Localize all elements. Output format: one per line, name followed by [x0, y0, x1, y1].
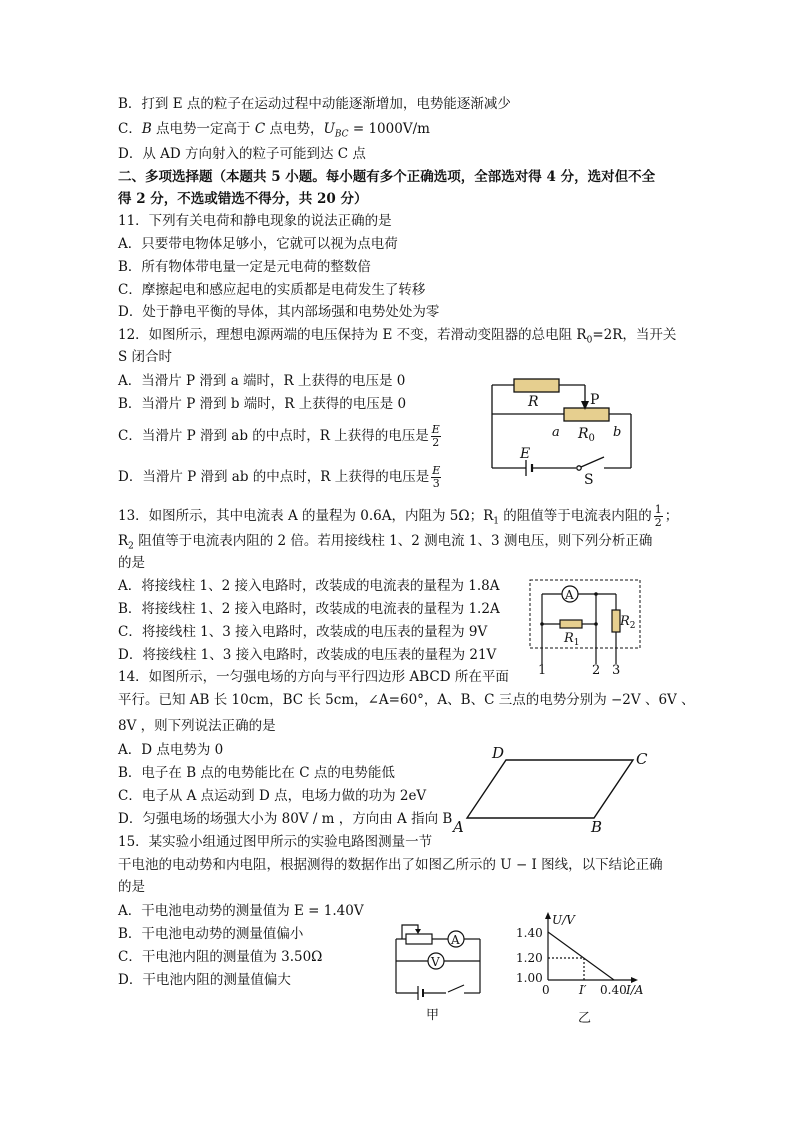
tick-1-20: 1.20: [516, 951, 543, 965]
q13-option-a: A．将接线柱 1、2 接入电路时，改装成的电流表的量程为 1.8A: [118, 578, 500, 594]
q14-stem: 14．如图所示，一匀强电场的方向与平行四边形 ABCD 所在平面: [118, 669, 509, 685]
caption-yi: 乙: [578, 1011, 592, 1026]
q14-option-d: D．匀强电场的场强大小为 80V / m ，方向由 A 指向 B: [118, 811, 453, 827]
y-axis-label: U/V: [552, 913, 575, 927]
text: 2: [128, 541, 134, 552]
text: 阻值等于电流表内阻的 2 倍。若用接线柱 1、2 测电流 1、3 测电压，则下列分析正确: [133, 533, 653, 549]
label-p: P: [590, 392, 600, 408]
terminal-2: 2: [592, 663, 601, 676]
q11-stem: 11．下列有关电荷和静电现象的说法正确的是: [118, 213, 392, 229]
label-r2: [619, 614, 636, 631]
text: R: [620, 614, 630, 629]
q14-stem-cont2: 8V ，则下列说法正确的是: [118, 718, 276, 734]
q13-option-c: C．将接线柱 1、3 接入电路时，改装成的电压表的量程为 9V: [118, 624, 488, 640]
text: V/m: [402, 121, 430, 137]
q13-circuit-figure: [528, 578, 646, 676]
tick-0: 0: [542, 983, 550, 997]
terminal-1: 1: [538, 663, 547, 676]
q15-stem-cont2: 的是: [118, 879, 145, 895]
q15-stem-cont: 干电池的电动势和内电阻，根据测得的数据作出了如图乙所示的 U − I 图线，以下结论正确: [118, 857, 663, 873]
section-2-heading-cont: 得 2 分，不选或错选不得分，共 20 分）: [118, 191, 368, 207]
q15-option-d: D．干电池内阻的测量值偏大: [118, 972, 291, 988]
vertex-c: C: [636, 750, 648, 768]
q11-option-d: D．处于静电平衡的导体，其内部场强和电势处处为零: [118, 304, 440, 320]
tick-1-00: 1.00: [516, 971, 543, 985]
text: 1: [573, 638, 580, 648]
q11-option-c: C．摩擦起电和感应起电的实质都是电荷发生了转移: [118, 282, 426, 298]
denominator: 2: [654, 516, 662, 529]
numerator: 1: [654, 503, 662, 516]
section-2-heading: 二、多项选择题（本题共 5 小题。每小题有多个正确选项，全部选对得 4 分，选对但不全: [118, 169, 656, 185]
label-r: R: [528, 394, 539, 410]
label-b: b: [613, 425, 622, 440]
q15-option-b: B．干电池电动势的测量值偏小: [118, 926, 304, 942]
text: R: [578, 426, 589, 442]
y-axis-arrow-icon: [545, 912, 551, 919]
q12-option-d: [118, 465, 443, 490]
fraction: [431, 424, 441, 449]
fraction: [431, 465, 441, 490]
text: U: [323, 121, 335, 137]
q11-option-b: B．所有物体带电量一定是元电荷的整数倍: [118, 259, 371, 275]
text: D．当滑片 P 滑到 ab 的中点时，R 上获得的电压是: [118, 469, 430, 485]
option-d-prev: D．从 AD 方向射入的粒子可能到达 C 点: [118, 146, 366, 162]
label-r0: [577, 426, 595, 444]
text: 2: [629, 621, 636, 631]
text: C．: [118, 121, 142, 137]
text: R: [564, 631, 574, 646]
q13-stem: [118, 504, 678, 532]
q13-option-d: D．将接线柱 1、3 接入电路时，改装成的电压表的量程为 21V: [118, 647, 497, 663]
q14-option-b: B．电子在 B 点的电势能比在 C 点的电势能低: [118, 765, 395, 781]
text: = 1000: [348, 121, 403, 137]
q12-stem-cont: S 闭合时: [118, 349, 173, 365]
label-ammeter: A: [451, 933, 460, 947]
text: 点电势一定高于: [151, 121, 255, 137]
text: 0: [588, 433, 595, 444]
vertex-d: D: [492, 744, 505, 762]
text: C．当滑片 P 滑到 ab 的中点时，R 上获得的电压是: [118, 428, 429, 444]
tick-i-prime: I′: [579, 983, 587, 997]
label-ammeter: A: [565, 588, 574, 602]
denominator: 3: [432, 477, 440, 490]
text: =2R，当开关: [592, 327, 677, 343]
text: ；: [664, 508, 679, 524]
q15-option-c: C．干电池内阻的测量值为 3.50Ω: [118, 949, 323, 965]
terminal-3: 3: [612, 663, 621, 676]
vertex-b: B: [591, 818, 603, 836]
text: C: [254, 121, 266, 137]
q14-stem-cont: 平行。已知 AB 长 10cm，BC 长 5cm，∠A=60°，A、B、C 三点的电势分别为 −2V 、6V 、: [118, 692, 695, 708]
text: 0: [586, 335, 593, 346]
label-e: E: [520, 446, 531, 462]
text: 13．如图所示，其中电流表 A 的量程为 0.6A，内阻为 5Ω；R: [118, 508, 494, 524]
label-r1: [563, 631, 580, 648]
q12-stem: [118, 325, 676, 351]
q15-graph-yi: [508, 910, 653, 1028]
caption-jia: 甲: [426, 1008, 440, 1021]
text: 点电势，: [265, 121, 324, 137]
numerator: E: [431, 423, 440, 436]
q14-option-c: C．电子从 A 点运动到 D 点，电场力做的功为 2eV: [118, 788, 427, 804]
fraction: [654, 504, 663, 529]
q12-option-b: B．当滑片 P 滑到 b 端时，R 上获得的电压是 0: [118, 396, 407, 412]
text: 1: [493, 516, 499, 527]
q13-stem-cont: [118, 531, 652, 557]
numerator: E: [432, 464, 441, 477]
label-s: S: [584, 472, 594, 487]
label-a: a: [552, 425, 560, 440]
q12-option-a: A．当滑片 P 滑到 a 端时，R 上获得的电压是 0: [118, 373, 406, 389]
text: BC: [334, 129, 349, 140]
slider-arrow-icon: [415, 929, 421, 934]
denominator: 2: [432, 436, 440, 449]
text: R: [118, 533, 129, 549]
q12-option-c: [118, 424, 443, 449]
label-voltmeter: V: [431, 955, 440, 969]
tick-0-40: 0.40: [600, 983, 627, 997]
text: 12．如图所示，理想电源两端的电压保持为 E 不变，若滑动变阻器的总电阻 R: [118, 327, 587, 343]
vertex-a: A: [453, 818, 464, 836]
tick-1-40: 1.40: [516, 926, 543, 940]
q15-circuit-jia: [388, 915, 488, 1021]
q13-stem-cont2: 的是: [118, 555, 145, 571]
q13-option-b: B．将接线柱 1、2 接入电路时，改装成的电流表的量程为 1.2A: [118, 601, 500, 617]
q14-parallelogram-figure: [450, 740, 660, 836]
text: 的阻值等于电流表内阻的: [499, 508, 652, 524]
q15-stem: 15．某实验小组通过图甲所示的实验电路图测量一节: [118, 834, 433, 850]
option-c-prev: [118, 119, 430, 145]
q14-option-a: A．D 点电势为 0: [118, 742, 224, 758]
x-axis-label: I/A: [626, 983, 644, 997]
option-b-prev: B．打到 E 点的粒子在运动过程中动能逐渐增加，电势能逐渐减少: [118, 96, 511, 112]
parallelogram: [467, 760, 633, 818]
q11-option-a: A．只要带电物体足够小，它就可以视为点电荷: [118, 236, 398, 252]
text: B: [141, 121, 152, 137]
q15-option-a: A．干电池电动势的测量值为 E = 1.40V: [118, 903, 364, 919]
q12-circuit-figure: [486, 372, 636, 487]
